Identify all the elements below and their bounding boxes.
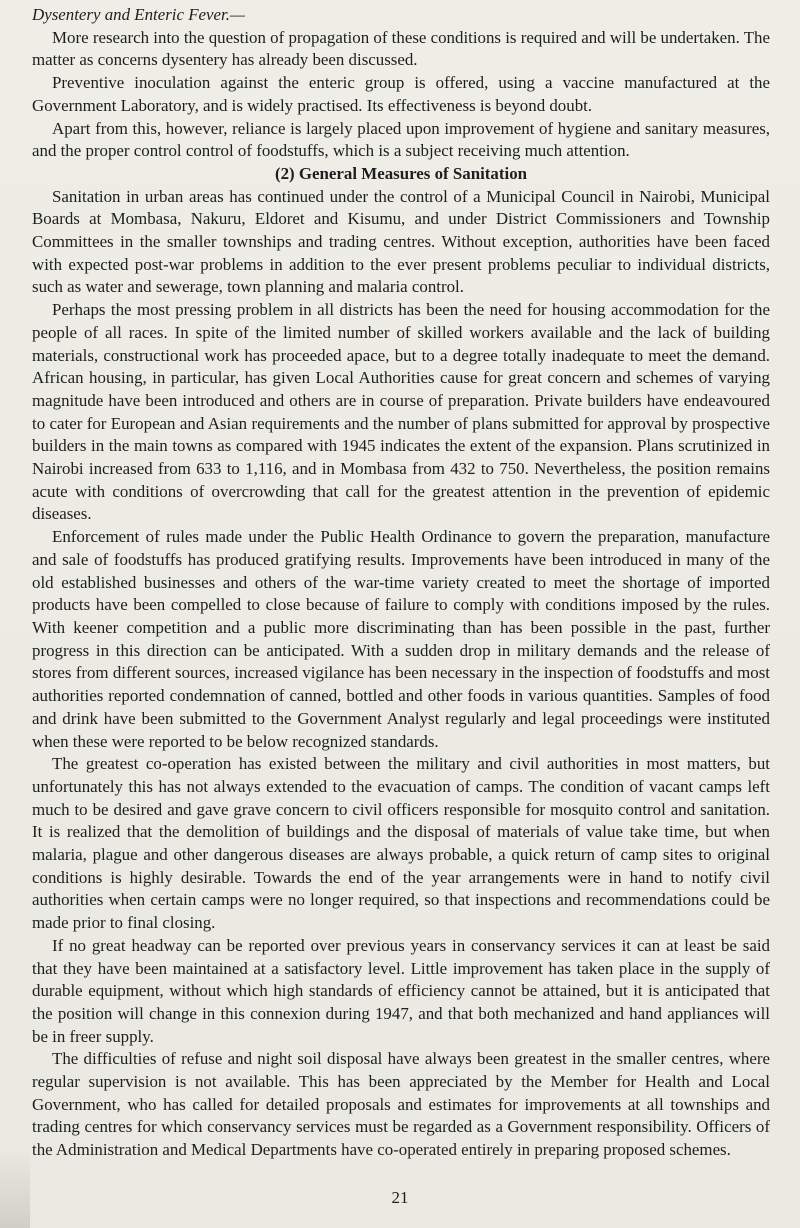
- paragraph-camps: The greatest co-operation has existed between the military and civil authorities in most matters, but unfortunately this has not always extended to the evacuation of camps. The condition of vacant camps left much to be desired and gave grave concern to civil officers responsible for mosquito control and sanitation. It is realized that the demolition of buildings and the disposal of materials of value take time, but when malaria, plague and other dangerous diseases are always probable, a quick return of camp sites to original conditions is highly desirable. Towards the end of the year arrangements were in hand to notify civil authorities when certain camps were no longer required, so that inspections and recommendations could be made prior to final closing.: [32, 754, 770, 933]
- paragraph-foodstuffs: Enforcement of rules made under the Public Health Ordinance to govern the preparation, manufacture and sale of foodstuffs has produced gratifying results. Improvements have been introduced in many of the old established businesses and others of the war-time variety created to meet the shortage of imported products have been compelled to close because of failure to comply with conditions imposed by the rules. With keener competition and a public more discriminating than has been possible in the past, further progress in this direction can be anticipated. With a sudden drop in military demands and the release of stores from different sources, increased vigilance has been necessary in the inspection of foodstuffs and most authorities reported condemnation of canned, bottled and other foods in various quantities. Samples of food and drink have been submitted to the Government Analyst regularly and legal proceedings were instituted when these were reported to be below recognized standards.: [32, 527, 770, 751]
- paragraph-hygiene: Apart from this, however, reliance is largely placed upon improvement of hygiene and sanitary measures, and the proper control control of foodstuffs, which is a subject receiving much attention.: [32, 118, 770, 161]
- paragraph-inoculation: Preventive inoculation against the enteric group is offered, using a vaccine manufactured at the Government Laboratory, and is widely practised. Its effectiveness is beyond doubt.: [32, 73, 770, 115]
- paragraph-refuse: The difficulties of refuse and night soil disposal have always been greatest in the smaller centres, where regular supervision is not available. This has been appreciated by the Member for Health and Local Government, who has called for detailed proposals and estimates for improvements at all townships and trading centres for which conservancy services must be regarded as a Government responsibility. Officers of the Administration and Medical Departments have co-operated entirely in preparing proposed schemes.: [32, 1049, 770, 1160]
- paragraph-research: More research into the question of propagation of these conditions is required and will be undertaken. The matter as concerns dysentery has already been discussed.: [32, 27, 770, 70]
- scan-edge-shadow: [0, 1150, 30, 1228]
- paragraph-conservancy: If no great headway can be reported over previous years in conservancy services it can at least be said that they have been maintained at a satisfactory level. Little improvement has taken place in the supply of durable equipment, without which high standards of efficiency cannot be attained, but it is anticipated that the position will change in this connexion during 1947, and that both mechanized and hand appliances will be in freer supply.: [32, 935, 770, 1046]
- paragraph-housing: Perhaps the most pressing problem in all districts has been the need for housing accommodation for the people of all races. In spite of the limited number of skilled workers available and the lack of building materials, constructional work has proceeded apace, but to a degree totally inadequate to meet the demand. African housing, in particular, has given Local Authorities cause for great concern and schemes of varying magnitude have been introduced and others are in course of preparation. Private builders have endeavoured to cater for European and Asian requirements and the number of plans submitted for approval by prospective builders in the main towns as compared with 1945 indicates the extent of the expansion. Plans scrutinized in Nairobi increased from 633 to 1,116, and in Mombasa from 432 to 750. Nevertheless, the position remains acute with conditions of overcrowding that call for the greatest attention in the prevention of epidemic diseases.: [32, 300, 770, 524]
- page-number: 21: [391, 1188, 409, 1207]
- document-body: [32, 4, 770, 1162]
- paragraph-urban-sanitation: Sanitation in urban areas has continued under the control of a Municipal Council in Nairobi, Municipal Boards at Mombasa, Nakuru, Eldoret and Kisumu, and under District Commissioners and Township Committees in the smaller townships and trading centres. Without exception, authorities have been faced with expected post-war problems in addition to the ever present problems peculiar to individual districts, such as water and sewerage, town planning and malaria control.: [32, 186, 770, 297]
- subheading-sanitation: (2) General Measures of Sanitation: [274, 163, 528, 183]
- section-heading: Dysentery and Enteric Fever.—: [32, 5, 245, 24]
